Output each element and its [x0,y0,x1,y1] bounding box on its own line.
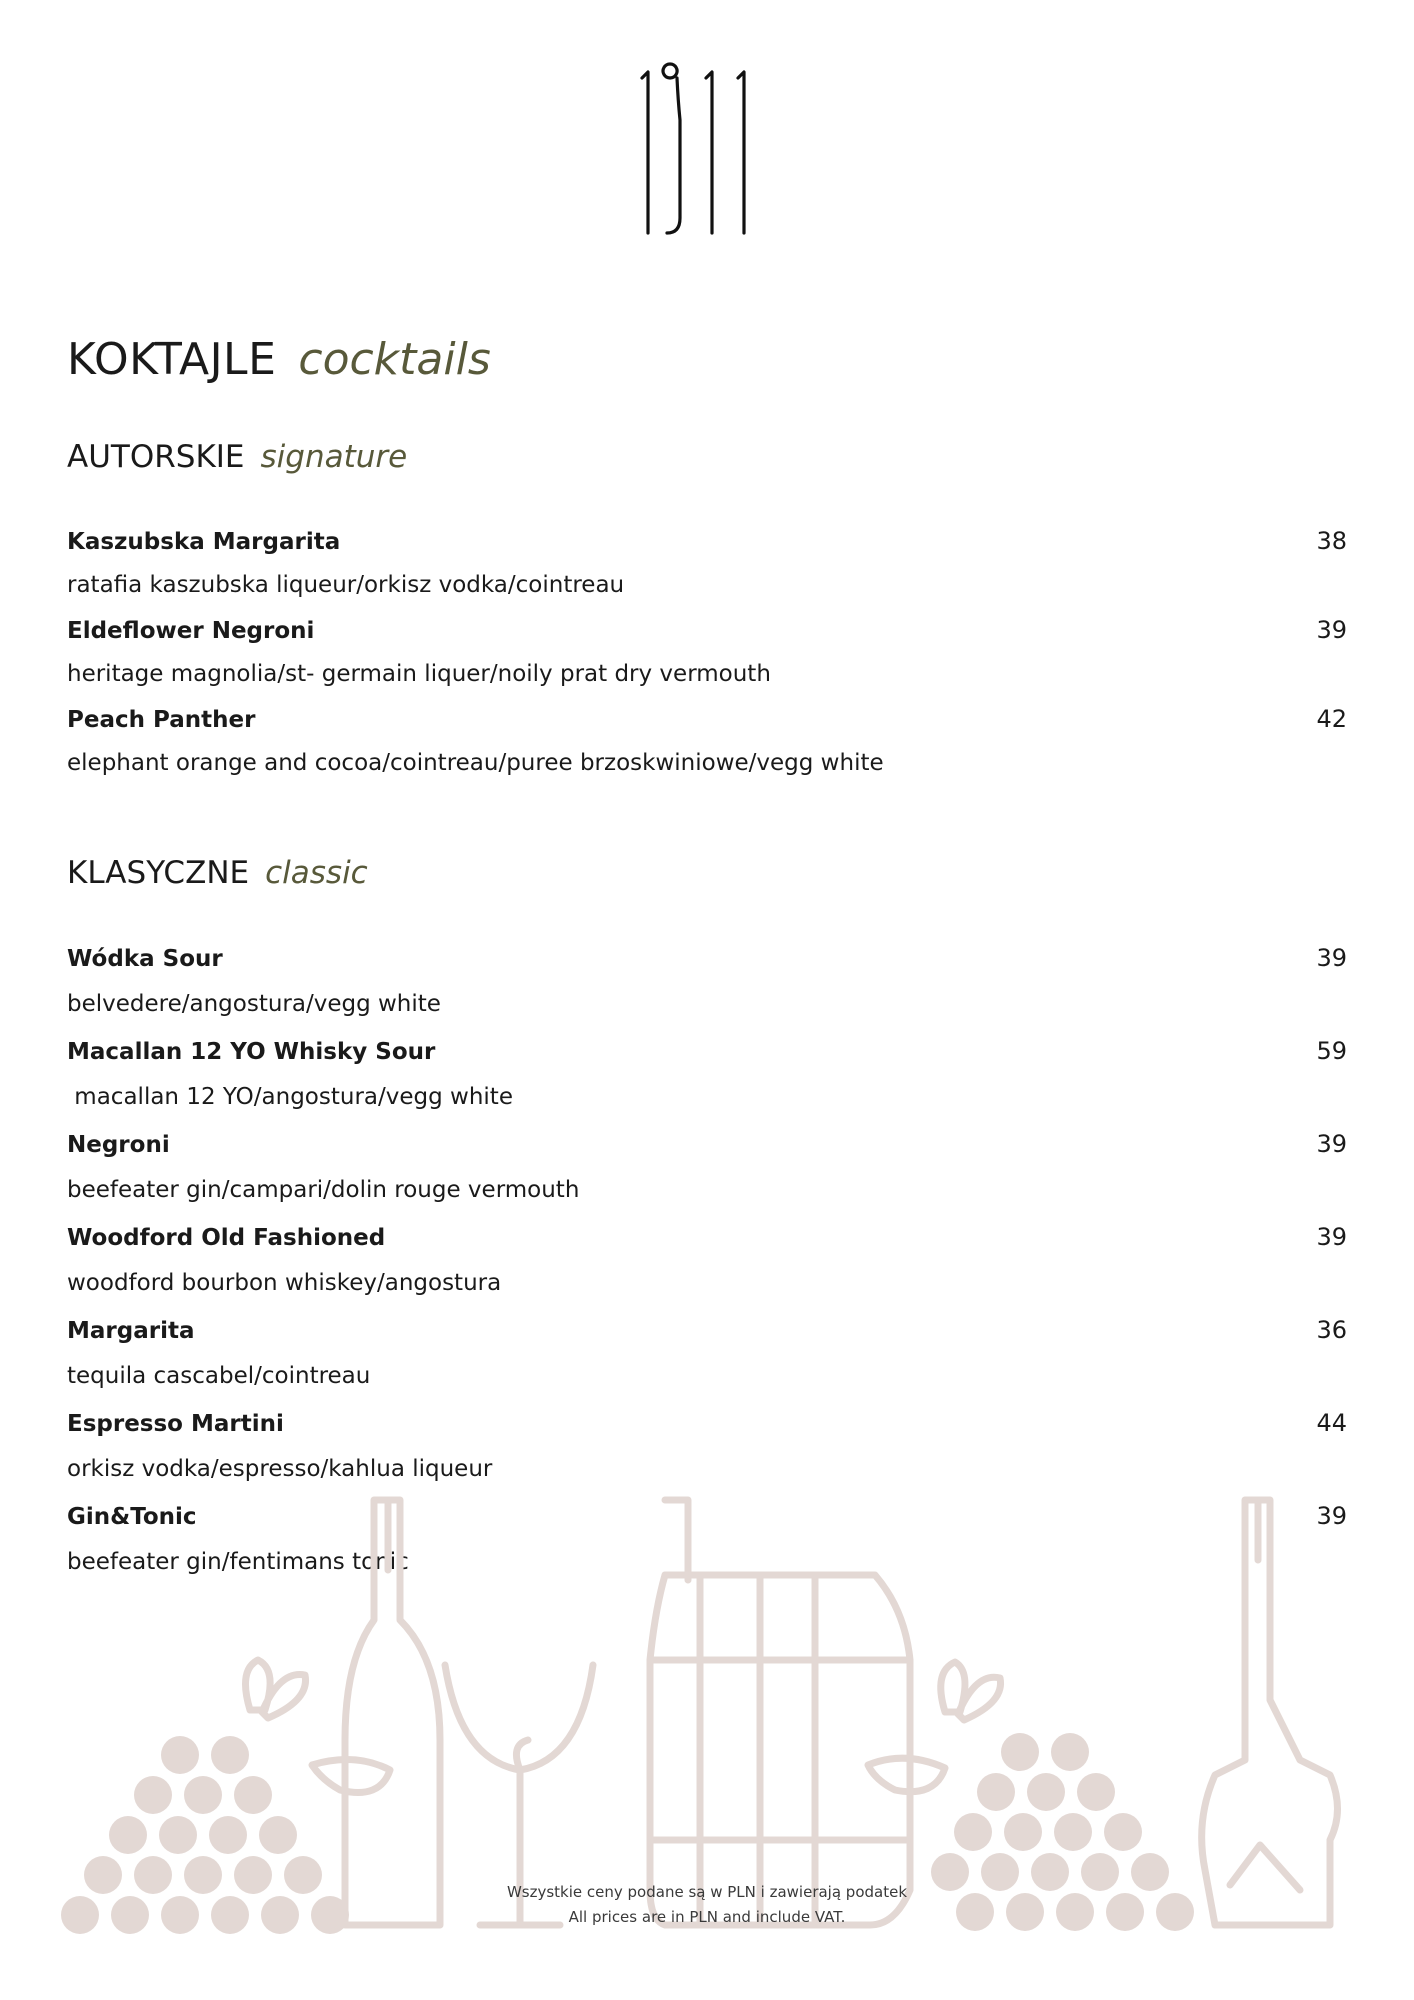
menu-item [67,935,1347,1028]
item-name: Kaszubska Margarita [67,529,341,555]
item-name: Margarita [67,1318,195,1344]
leaf-left-lower-icon [312,1760,390,1793]
section-classic [67,853,1347,1586]
item-description: beefeater gin/fentimans tonic [67,1549,409,1575]
item-price: 59 [1316,1037,1347,1065]
page-heading [67,333,491,387]
menu-item [67,608,1347,697]
logo-digit-1c [738,72,744,233]
item-name: Peach Panther [67,707,256,733]
menu-item [67,519,1347,608]
menu-item [67,1028,1347,1121]
liquor-bottle-icon [1202,1500,1338,1925]
item-description: orkisz vodka/espresso/kahlua liqueur [67,1456,493,1482]
section-title-en: signature [260,439,408,475]
item-price: 39 [1316,616,1347,644]
menu-item [67,697,1347,786]
menu-item [67,1121,1347,1214]
heading-en: cocktails [298,334,491,385]
item-description: elephant orange and cocoa/cointreau/puree brzoskwiniowe/vegg white [67,750,884,776]
heading-pl: KOKTAJLE [67,334,277,385]
logo-digit-1b [706,72,712,233]
wine-bottle-icon [345,1500,440,1925]
item-price: 39 [1316,944,1347,972]
logo-digit-1 [642,72,648,233]
item-price: 36 [1316,1316,1347,1344]
menu-item [67,1214,1347,1307]
item-name: Espresso Martini [67,1411,284,1437]
footer-note-pl: Wszystkie ceny podane są w PLN i zawierają podatek [506,1883,908,1901]
item-price: 39 [1316,1130,1347,1158]
item-description: beefeater gin/campari/dolin rouge vermouth [67,1177,580,1203]
section-title [67,853,1347,893]
item-name: Wódka Sour [67,946,223,972]
item-description: belvedere/angostura/vegg white [67,991,441,1017]
item-price: 38 [1316,527,1347,555]
item-price: 44 [1316,1409,1347,1437]
item-name: Negroni [67,1132,170,1158]
section-title-en: classic [265,855,368,891]
section-signature [67,437,1347,786]
barrel-icon [650,1500,910,1925]
menu-item [67,1307,1347,1400]
section-title-pl: AUTORSKIE [67,439,245,475]
item-name: Woodford Old Fashioned [67,1225,386,1251]
logo-1911 [620,60,780,250]
section-title-pl: KLASYCZNE [67,855,250,891]
item-price: 39 [1316,1502,1347,1530]
footer-note-en: All prices are in PLN and include VAT. [568,1908,846,1926]
leaf-left-icon [246,1660,306,1718]
cocktail-list [67,519,1347,786]
item-price: 39 [1316,1223,1347,1251]
item-description: tequila cascabel/cointreau [67,1363,371,1389]
section-title [67,437,1347,477]
item-description: heritage magnolia/st- germain liquer/noily prat dry vermouth [67,661,771,687]
item-price: 42 [1316,705,1347,733]
logo-digit-9 [663,64,680,233]
item-description: woodford bourbon whiskey/angostura [67,1270,502,1296]
item-name: Gin&Tonic [67,1504,197,1530]
leaf-right-icon [941,1662,1001,1720]
item-name: Eldeflower Negroni [67,618,315,644]
item-description: macallan 12 YO/angostura/vegg white [67,1084,513,1110]
item-name: Macallan 12 YO Whisky Sour [67,1039,436,1065]
item-description: ratafia kaszubska liqueur/orkisz vodka/cointreau [67,572,625,598]
